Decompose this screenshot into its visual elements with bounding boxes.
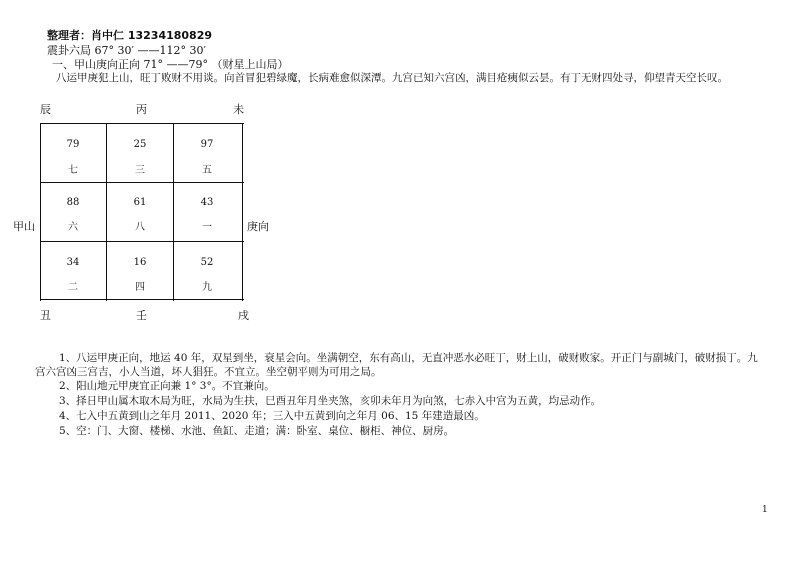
note-3: 3、择日甲山属木取木局为旺，水局为生扶，巳酉丑年月坐夹煞，亥卯未年月为向煞，七赤入中宫为五黄，均忌动作。 <box>59 395 602 407</box>
palace-stars: 97 <box>200 139 214 150</box>
top-label-bing: 丙 <box>136 103 147 116</box>
bottom-label-ren: 壬 <box>136 309 147 322</box>
palace-stars: 16 <box>133 257 147 268</box>
grid-line <box>40 299 244 300</box>
section-title: 一、甲山庚向正向 71° ——79° （财星上山局） <box>52 58 289 71</box>
grid-line <box>242 123 243 301</box>
palace-stars: 61 <box>133 197 147 208</box>
palace-base-number: 七 <box>68 165 78 176</box>
palace-base-number: 八 <box>135 222 145 233</box>
palace-base-number: 九 <box>202 282 212 293</box>
palace-base-number: 六 <box>68 222 78 233</box>
palace-base-number: 四 <box>135 282 145 293</box>
compiler-line: 整理者：肖中仁 13234180829 <box>47 29 213 42</box>
palace-base-number: 二 <box>68 282 78 293</box>
flying-star-grid <box>40 123 244 301</box>
palace-stars: 79 <box>66 139 80 150</box>
palace-stars: 25 <box>133 139 147 150</box>
note-4: 4、七入中五黄到山之年月 2011、2020 年；三入中五黄到向之年月 06、15 年建造最凶。 <box>59 410 485 422</box>
grid-line <box>40 123 244 124</box>
note-2: 2、阳山地元甲庚宜正向兼 1° 3°。不宜兼向。 <box>59 380 275 392</box>
right-label-facing: 庚向 <box>247 220 269 233</box>
bottom-label-xu: 戌 <box>238 309 249 322</box>
bottom-label-chou: 丑 <box>40 309 51 322</box>
top-label-chen: 辰 <box>40 103 51 116</box>
grid-line <box>106 123 107 301</box>
grid-line <box>40 241 244 242</box>
page-number: 1 <box>762 505 768 515</box>
palace-stars: 43 <box>200 197 214 208</box>
palace-base-number: 三 <box>135 165 145 176</box>
gua-line: 震卦六局 67° 30′ ——112° 30′ <box>47 44 206 57</box>
palace-stars: 34 <box>66 257 80 268</box>
note-5: 5、空：门、大窗、楼梯、水池、鱼缸、走道；满：卧室、桌位、橱柜、神位、厨房。 <box>59 425 455 437</box>
note-1: 1、八运甲庚正向，地运 40 年，双星到坐，衰星会向。坐满朝空，东有高山，无直冲恶水必旺丁，财上山，破财败家。开正门与副城门，破财损丁。九宫六宫凶三宫吉，小人当道，坏人猖狂。不宜立。坐空朝平则为可用之局。 <box>35 352 758 378</box>
left-label-mountain: 甲山 <box>13 220 35 233</box>
top-label-wei: 未 <box>233 103 244 116</box>
palace-base-number: 五 <box>202 165 212 176</box>
intro-verse: 八运甲庚犯上山，旺丁败财不用谈。向首冒犯碧绿魔，长病难愈似深潭。九宫已知六宫凶，满目疮痍似云昙。有丁无财四处寻，仰望青天空长叹。 <box>56 72 728 84</box>
grid-line <box>173 123 174 301</box>
palace-stars: 52 <box>200 257 214 268</box>
grid-line <box>40 182 244 183</box>
palace-base-number: 一 <box>202 222 212 233</box>
palace-stars: 88 <box>66 197 80 208</box>
